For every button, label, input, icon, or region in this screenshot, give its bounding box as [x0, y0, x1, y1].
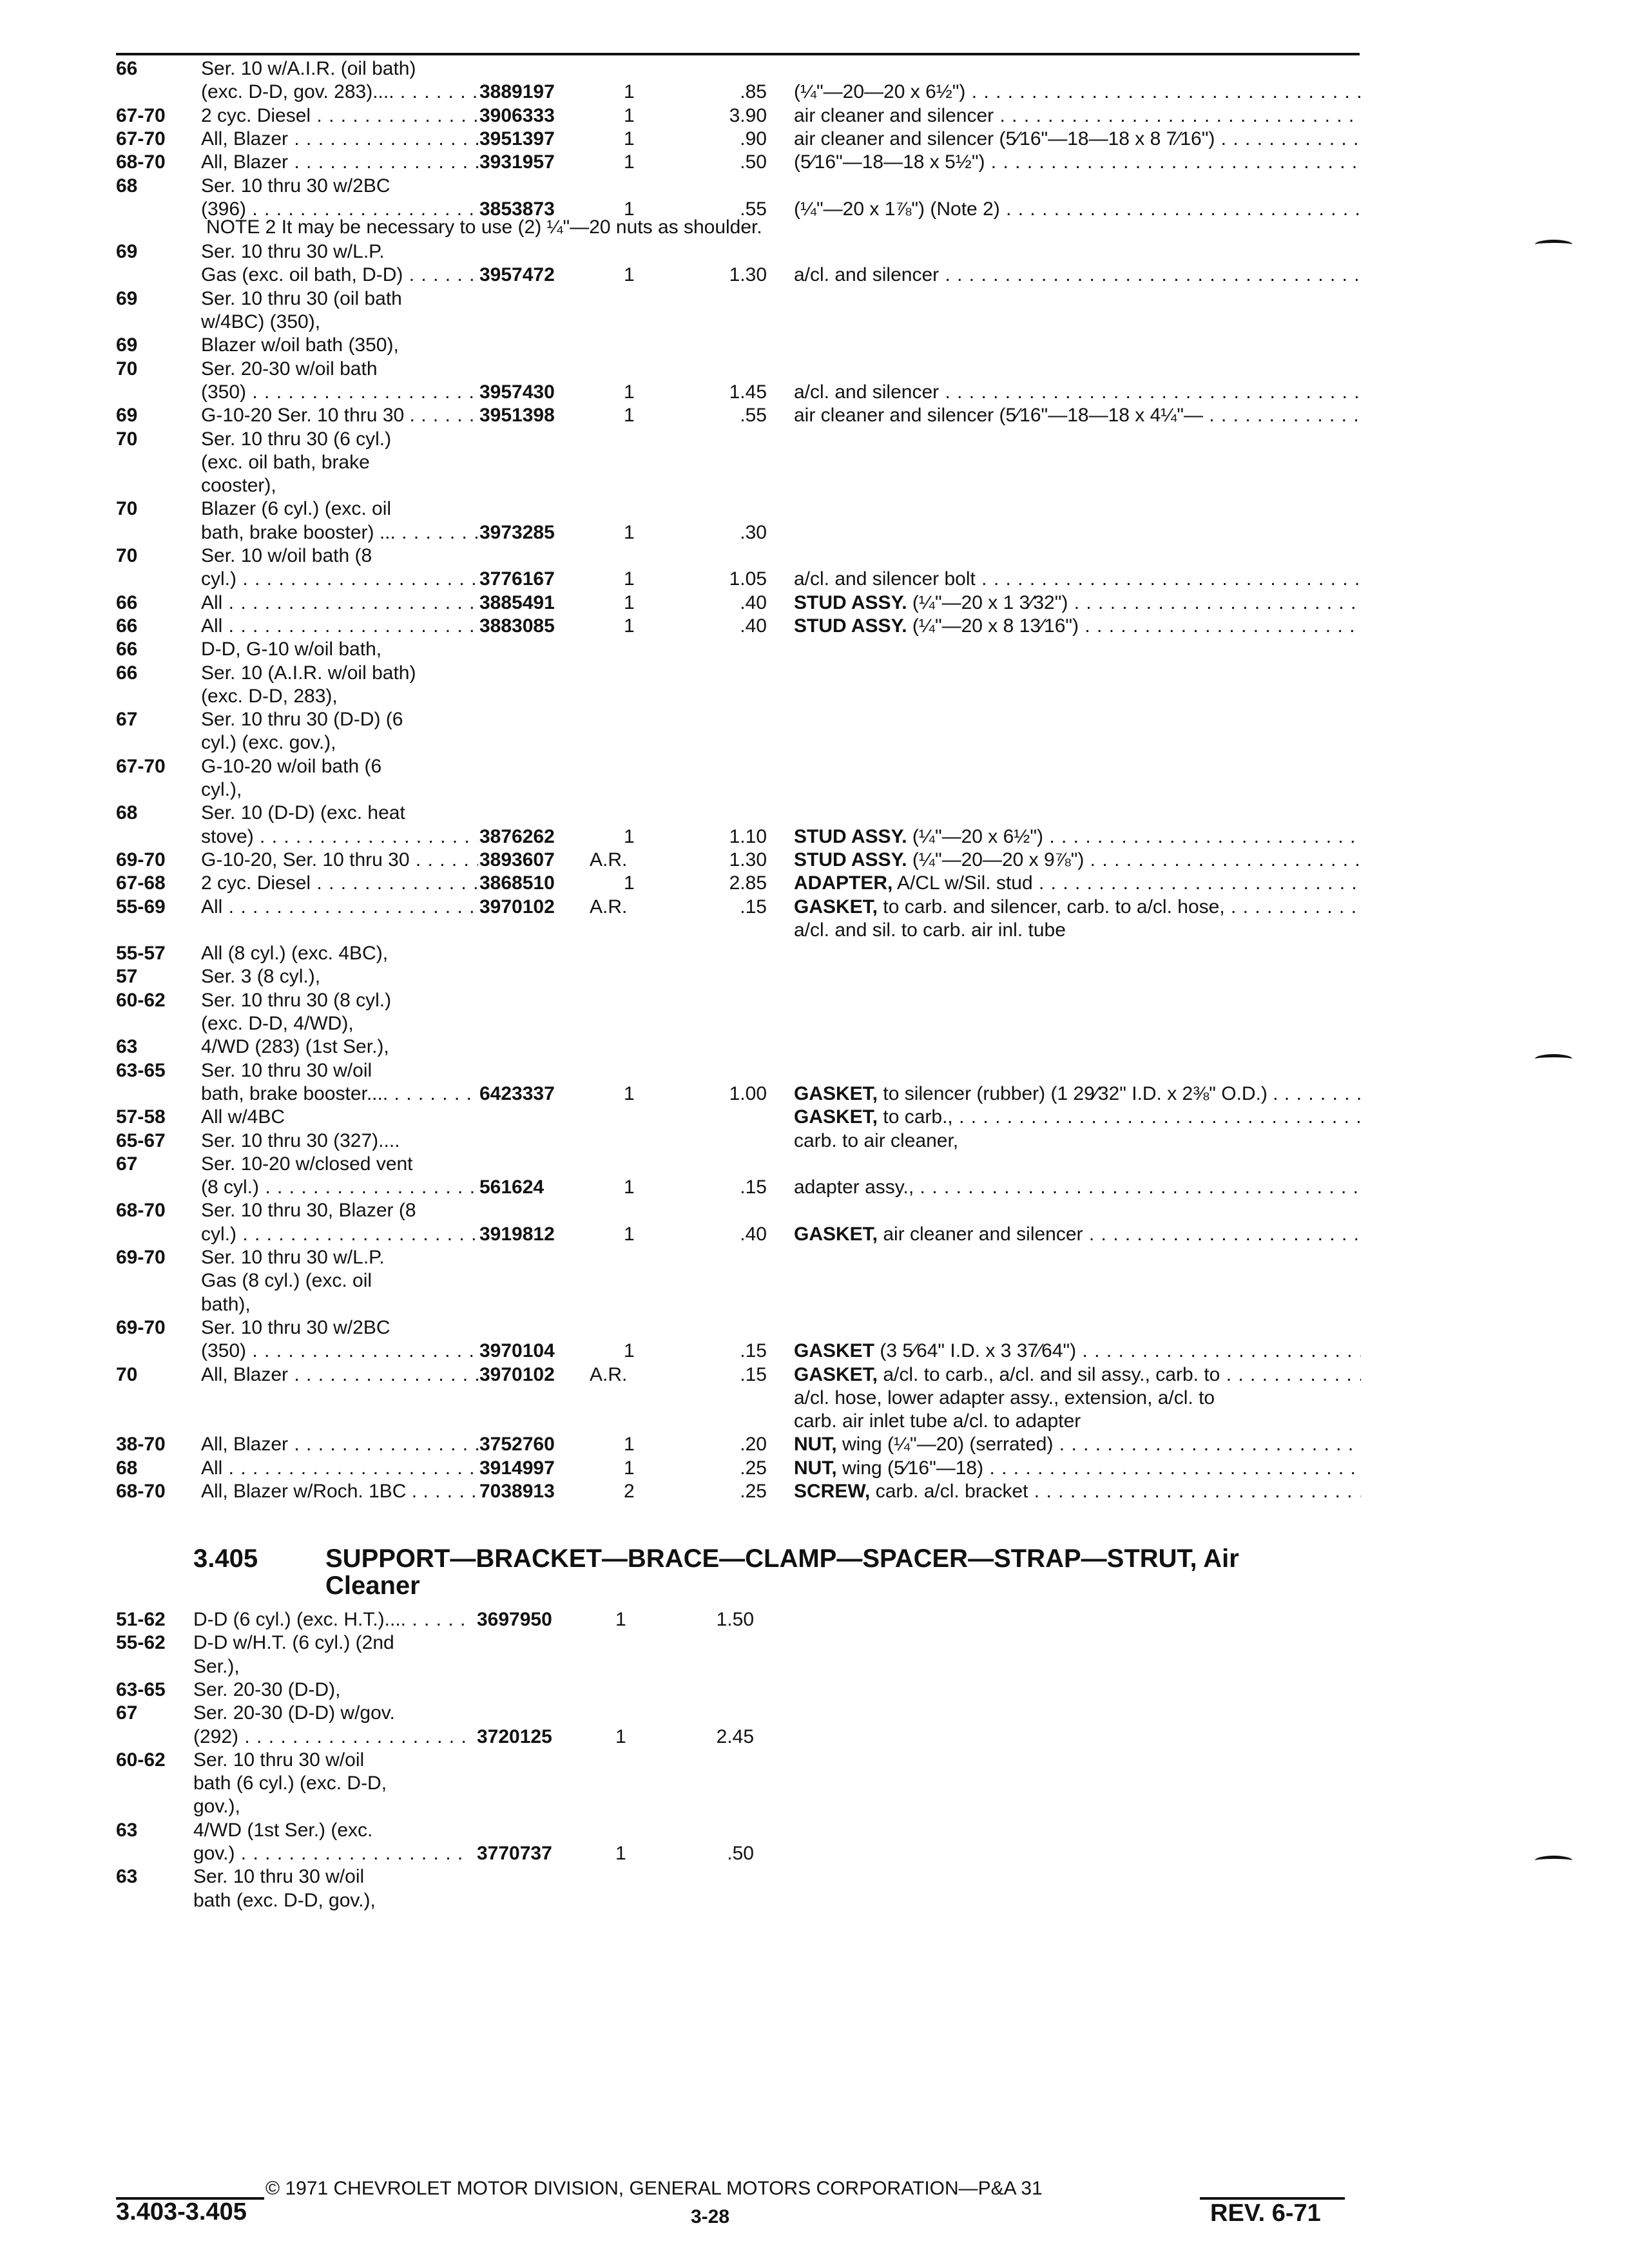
row-application: Ser. 10 thru 30 (327)....	[201, 1129, 400, 1151]
row-quantity: 1	[624, 568, 635, 590]
row-part-number: 3752760	[479, 1434, 555, 1456]
row-application: (exc. D-D, 283),	[201, 685, 338, 707]
row-years: 68-70	[116, 151, 166, 173]
row-price: 3.90	[729, 104, 767, 126]
row-years: 63	[116, 1036, 138, 1058]
row-years: 60-62	[116, 1749, 166, 1771]
row-description-label: NUT,	[794, 1457, 837, 1479]
row-application: All, Blazer . . .	[201, 127, 478, 151]
row-application: Ser. 10 (D-D) (exc. heat	[201, 802, 405, 824]
row-application: (350) . . .	[201, 1339, 478, 1363]
row-years: 69-70	[116, 849, 166, 870]
row-years: 70	[116, 428, 138, 450]
row-part-number: 3957430	[479, 381, 555, 403]
row-description: a/cl. and silencer bolt . . .	[794, 567, 1361, 591]
row-price: .40	[740, 591, 767, 613]
row-price: .15	[740, 896, 767, 918]
row-quantity: 1	[624, 264, 635, 286]
footer-section-range: 3.403-3.405	[116, 2198, 247, 2225]
row-description-label: NUT,	[794, 1434, 837, 1456]
row-quantity: 1	[624, 1340, 635, 1362]
row-application: Ser. 20-30 w/oil bath	[201, 358, 378, 380]
row-application: Ser. 10 thru 30 (6 cyl.)	[201, 428, 392, 450]
row-part-number: 3931957	[479, 151, 555, 173]
row-application: (350) . . .	[201, 380, 478, 405]
row-description: NUT, wing (¼"—20) (serrated) . . .	[794, 1432, 1361, 1457]
row-description: air cleaner and silencer (5⁄16"—18—18 x 8 7⁄16") . . .	[794, 127, 1361, 151]
row-description-label: GASKET,	[794, 1223, 878, 1245]
row-application: All . . .	[201, 614, 478, 639]
row-part-number: 3883085	[479, 615, 555, 637]
row-application: Ser. 10 thru 30 (8 cyl.)	[201, 989, 392, 1011]
row-part-number: 3853873	[479, 198, 555, 220]
row-quantity: 1	[624, 872, 635, 894]
row-quantity: 1	[624, 104, 635, 126]
row-description: (¼"—20 x 1⅞") (Note 2) . . .	[794, 197, 1361, 222]
row-application: D-D, G-10 w/oil bath,	[201, 639, 382, 660]
row-years: 57-58	[116, 1106, 166, 1128]
row-description-label: STUD ASSY.	[794, 825, 907, 847]
row-application: All . . .	[201, 1456, 478, 1481]
row-description: GASKET, to carb. and silencer, carb. to a/cl. hose, . . .	[794, 895, 1361, 919]
row-application: Ser. 10 thru 30 w/oil	[201, 1059, 372, 1081]
row-years: 70	[116, 1363, 138, 1385]
margin-mark	[1535, 1054, 1572, 1064]
row-quantity: 1	[615, 1725, 626, 1747]
row-quantity: 1	[624, 81, 635, 103]
row-price: 1.50	[716, 1609, 754, 1630]
row-application: All, Blazer . . .	[201, 1432, 478, 1457]
row-part-number: 3973285	[479, 521, 555, 543]
row-years: 63	[116, 1819, 138, 1841]
row-description: adapter assy., . . .	[794, 1175, 1361, 1200]
row-application: stove) . . .	[201, 825, 478, 849]
row-price: .90	[740, 128, 767, 149]
section-number: 3.405	[193, 1544, 258, 1573]
row-description-label: GASKET,	[794, 1106, 878, 1128]
row-years: 60-62	[116, 989, 166, 1011]
row-quantity: 1	[624, 405, 635, 427]
row-description-label: STUD ASSY.	[794, 591, 907, 613]
row-price: .15	[740, 1177, 767, 1198]
row-application: All, Blazer . . .	[201, 150, 478, 175]
row-quantity: 1	[615, 1843, 626, 1864]
row-application: cyl.) . . .	[201, 1222, 478, 1247]
row-application: Blazer w/oil bath (350),	[201, 334, 399, 356]
row-as-required: A.R.	[590, 1363, 628, 1385]
row-part-number: 3889197	[479, 81, 555, 103]
row-years: 67-70	[116, 104, 166, 126]
row-quantity: 1	[624, 1177, 635, 1198]
row-price: 1.30	[729, 849, 767, 870]
row-price: 1.00	[729, 1082, 767, 1104]
row-description: STUD ASSY. (¼"—20 x 1 3⁄32") . . .	[794, 591, 1361, 615]
row-quantity: 1	[624, 1457, 635, 1479]
row-description-label: STUD ASSY.	[794, 615, 907, 637]
row-years: 67-68	[116, 872, 166, 894]
row-description: STUD ASSY. (¼"—20—20 x 9⅞") . . .	[794, 848, 1361, 872]
row-application: cooster),	[201, 475, 276, 497]
row-part-number: 7038913	[479, 1481, 555, 1502]
row-years: 70	[116, 545, 138, 566]
row-description: air cleaner and silencer . . .	[794, 104, 1361, 128]
row-quantity: 1	[624, 128, 635, 149]
row-application: Ser. 20-30 (D-D) w/gov.	[193, 1702, 395, 1724]
row-application: (exc. oil bath, brake	[201, 451, 370, 473]
row-description: STUD ASSY. (¼"—20 x 8 13⁄16") . . .	[794, 614, 1361, 639]
margin-mark	[1535, 1856, 1572, 1865]
row-quantity: 1	[624, 615, 635, 637]
row-quantity: 1	[624, 1223, 635, 1245]
row-price: .15	[740, 1363, 767, 1385]
row-description-label: GASKET,	[794, 896, 878, 918]
row-years: 69	[116, 334, 138, 356]
row-application: Gas (8 cyl.) (exc. oil	[201, 1270, 372, 1292]
row-description: carb. to air cleaner,	[794, 1129, 959, 1151]
row-application: Ser. 20-30 (D-D),	[193, 1678, 341, 1700]
section-title: SUPPORT—BRACKET—BRACE—CLAMP—SPACER—STRAP—STRUT, Air	[325, 1544, 1239, 1573]
row-years: 68-70	[116, 1481, 166, 1502]
row-price: .40	[740, 1223, 767, 1245]
row-part-number: 3776167	[479, 568, 555, 590]
row-application: cyl.) (exc. gov.),	[201, 732, 336, 754]
row-description: STUD ASSY. (¼"—20 x 6½") . . .	[794, 825, 1361, 849]
row-part-number: 3868510	[479, 872, 555, 894]
row-price: 1.45	[729, 381, 767, 403]
row-quantity: 1	[624, 1434, 635, 1456]
row-description-label: SCREW,	[794, 1481, 871, 1502]
row-description: GASKET, air cleaner and silencer . . .	[794, 1222, 1361, 1247]
row-years: 66	[116, 662, 138, 684]
top-rule	[116, 53, 1360, 55]
row-years: 66	[116, 58, 138, 79]
row-years: 66	[116, 615, 138, 637]
section-heading	[193, 1545, 1353, 1599]
row-description: carb. air inlet tube a/cl. to adapter	[794, 1410, 1081, 1432]
row-price: .55	[740, 405, 767, 427]
row-price: .25	[740, 1457, 767, 1479]
row-years: 67	[116, 1153, 138, 1175]
section-title-cont: Cleaner	[325, 1571, 420, 1600]
row-years: 67	[116, 1702, 138, 1724]
row-application: cyl.) . . .	[201, 567, 478, 591]
row-years: 55-62	[116, 1632, 166, 1654]
row-part-number: 3893607	[479, 849, 555, 870]
row-application: Ser. 10 w/oil bath (8	[201, 545, 372, 566]
row-part-number: 3885491	[479, 591, 555, 613]
row-quantity: 1	[624, 825, 635, 847]
row-years: 67-70	[116, 128, 166, 149]
row-application: Ser. 10 thru 30 w/oil	[193, 1866, 365, 1888]
row-years: 57	[116, 966, 138, 988]
row-application: Ser. 10 thru 30 w/2BC	[201, 175, 390, 197]
row-part-number: 561624	[479, 1177, 545, 1198]
row-application: (exc. D-D, 4/WD),	[201, 1013, 354, 1034]
row-part-number: 3957472	[479, 264, 555, 286]
row-application: cyl.),	[201, 779, 242, 800]
row-application: All . . .	[201, 895, 478, 919]
row-quantity: 1	[624, 591, 635, 613]
row-description: a/cl. and sil. to carb. air inl. tube	[794, 919, 1066, 941]
row-application: (8 cyl.) . . .	[201, 1175, 478, 1200]
row-price: .50	[727, 1843, 754, 1864]
row-part-number: 3951398	[479, 405, 555, 427]
row-application: 4/WD (1st Ser.) (exc.	[193, 1819, 373, 1841]
row-application: Ser. 10 thru 30 (D-D) (6	[201, 709, 403, 731]
row-quantity: 1	[624, 1082, 635, 1104]
row-part-number: 3970102	[479, 896, 555, 918]
row-description: NUT, wing (5⁄16"—18) . . .	[794, 1456, 1361, 1481]
row-part-number: 3914997	[479, 1457, 555, 1479]
row-price: 2.85	[729, 872, 767, 894]
row-years: 69	[116, 241, 138, 263]
row-description: GASKET (3 5⁄64" I.D. x 3 37⁄64") . . .	[794, 1339, 1361, 1363]
row-application: Ser. 10-20 w/closed vent	[201, 1153, 413, 1175]
row-years: 70	[116, 358, 138, 380]
row-years: 51-62	[116, 1609, 166, 1630]
row-price: .20	[740, 1434, 767, 1456]
row-price: .85	[740, 81, 767, 103]
row-price: 2.45	[716, 1725, 754, 1747]
row-price: 1.30	[729, 264, 767, 286]
row-application: Ser. 10 thru 30 (oil bath	[201, 287, 402, 309]
row-application: bath),	[201, 1293, 251, 1315]
row-part-number: 3720125	[477, 1725, 552, 1747]
row-as-required: A.R.	[590, 896, 628, 918]
note-2: NOTE 2 It may be necessary to use (2) ¼"—20 nuts as shoulder.	[206, 216, 762, 238]
row-years: 69	[116, 405, 138, 427]
row-years: 55-57	[116, 943, 166, 965]
row-years: 55-69	[116, 896, 166, 918]
row-application: All, Blazer . . .	[201, 1363, 478, 1387]
row-part-number: 3697950	[477, 1609, 552, 1630]
row-application: bath, brake booster.... . . .	[201, 1082, 478, 1106]
footer-page-number: 3-28	[691, 2206, 730, 2227]
row-application: Ser. 10 thru 30, Blazer (8	[201, 1200, 416, 1222]
row-part-number: 3876262	[479, 825, 555, 847]
row-description: GASKET, to carb., . . .	[794, 1105, 1361, 1129]
row-years: 63-65	[116, 1678, 166, 1700]
row-application: 4/WD (283) (1st Ser.),	[201, 1036, 389, 1058]
row-application: G-10-20 Ser. 10 thru 30 . . . .	[201, 403, 478, 428]
row-description: SCREW, carb. a/cl. bracket . . .	[794, 1479, 1361, 1504]
row-description: (5⁄16"—18—18 x 5½") . . .	[794, 150, 1361, 175]
row-application: D-D (6 cyl.) (exc. H.T.).... . . .	[193, 1608, 470, 1632]
row-price: .25	[740, 1481, 767, 1502]
row-years: 63	[116, 1866, 138, 1888]
row-description-label: STUD ASSY.	[794, 849, 907, 870]
row-years: 69-70	[116, 1247, 166, 1268]
footer-copyright: © 1971 CHEVROLET MOTOR DIVISION, GENERAL MOTORS CORPORATION—P&A 31	[265, 2178, 1043, 2199]
row-years: 69-70	[116, 1316, 166, 1338]
row-part-number: 3919812	[479, 1223, 555, 1245]
row-application: Blazer (6 cyl.) (exc. oil	[201, 498, 392, 520]
row-part-number: 6423337	[479, 1082, 555, 1104]
row-application: w/4BC) (350),	[201, 311, 321, 332]
row-application: Ser. 10 thru 30 w/2BC	[201, 1316, 390, 1338]
row-years: 67-70	[116, 755, 166, 777]
row-years: 67	[116, 709, 138, 731]
row-years: 63-65	[116, 1059, 166, 1081]
row-years: 68	[116, 802, 138, 824]
row-description-label: ADAPTER,	[794, 872, 893, 894]
row-application: Ser.),	[193, 1655, 240, 1677]
row-price: .30	[740, 521, 767, 543]
row-quantity: 1	[624, 521, 635, 543]
row-years: 68	[116, 1457, 138, 1479]
row-years: 69	[116, 287, 138, 309]
row-description: air cleaner and silencer (5⁄16"—18—18 x 4¼"— . . .	[794, 403, 1361, 428]
row-application: gov.),	[193, 1796, 240, 1818]
row-part-number: 3906333	[479, 104, 555, 126]
row-description-label: GASKET	[794, 1340, 875, 1362]
row-price: .50	[740, 151, 767, 173]
row-years: 66	[116, 591, 138, 613]
row-application: bath, brake booster) ... . . .	[201, 521, 478, 545]
row-price: 1.05	[729, 568, 767, 590]
row-description: a/cl. and silencer . . .	[794, 263, 1361, 287]
row-as-required: A.R.	[590, 849, 628, 870]
row-description: ADAPTER, A/CL w/Sil. stud . . .	[794, 871, 1361, 896]
row-description: a/cl. and silencer . . .	[794, 380, 1361, 405]
row-application: (exc. D-D, gov. 283).... . . .	[201, 80, 478, 104]
row-description-label: GASKET,	[794, 1082, 878, 1104]
row-description: a/cl. hose, lower adapter assy., extension, a/cl. to	[794, 1387, 1215, 1408]
row-application: gov.) . . .	[193, 1841, 470, 1866]
row-application: All, Blazer w/Roch. 1BC . . . .	[201, 1479, 478, 1504]
row-price: .55	[740, 198, 767, 220]
row-years: 70	[116, 498, 138, 520]
row-application: 2 cyc. Diesel . . .	[201, 104, 478, 128]
row-price: 1.10	[729, 825, 767, 847]
row-years: 68	[116, 175, 138, 197]
row-years: 66	[116, 639, 138, 660]
row-application: G-10-20 w/oil bath (6	[201, 755, 382, 777]
row-application: (396) . . .	[201, 197, 478, 222]
row-part-number: 3951397	[479, 128, 555, 149]
row-application: Ser. 10 thru 30 w/L.P.	[201, 241, 385, 263]
row-years: 68-70	[116, 1200, 166, 1222]
row-application: D-D w/H.T. (6 cyl.) (2nd	[193, 1632, 394, 1654]
row-application: All (8 cyl.) (exc. 4BC),	[201, 943, 389, 965]
row-quantity: 1	[615, 1609, 626, 1630]
row-application: Gas (exc. oil bath, D-D) . . .	[201, 263, 478, 287]
row-quantity: 1	[624, 198, 635, 220]
row-application: Ser. 10 thru 30 w/oil	[193, 1749, 365, 1771]
row-application: bath (exc. D-D, gov.),	[193, 1889, 376, 1911]
row-part-number: 3970102	[479, 1363, 555, 1385]
margin-mark	[1535, 240, 1572, 249]
footer-revision: REV. 6-71	[1210, 2200, 1321, 2227]
row-application: All . . .	[201, 591, 478, 615]
row-description: (¼"—20—20 x 6½") . . .	[794, 80, 1361, 104]
row-application: Ser. 10 (A.I.R. w/oil bath)	[201, 662, 416, 684]
row-price: .15	[740, 1340, 767, 1362]
row-years: 65-67	[116, 1129, 166, 1151]
row-description-label: GASKET,	[794, 1363, 878, 1385]
row-application: bath (6 cyl.) (exc. D-D,	[193, 1773, 387, 1794]
row-years: 38-70	[116, 1434, 166, 1456]
row-quantity: 1	[624, 381, 635, 403]
row-description: GASKET, to silencer (rubber) (1 29⁄32" I.D. x 2⅜" O.D.) . . . .	[794, 1082, 1361, 1106]
row-part-number: 3770737	[477, 1843, 552, 1864]
row-quantity: 2	[624, 1481, 635, 1502]
row-quantity: 1	[624, 151, 635, 173]
row-application: G-10-20, Ser. 10 thru 30 . . .	[201, 848, 478, 872]
row-application: All w/4BC	[201, 1106, 285, 1128]
row-application: Ser. 10 w/A.I.R. (oil bath)	[201, 58, 416, 79]
row-application: 2 cyc. Diesel . . .	[201, 871, 478, 896]
row-price: .40	[740, 615, 767, 637]
row-application: Ser. 10 thru 30 w/L.P.	[201, 1247, 385, 1268]
row-part-number: 3970104	[479, 1340, 555, 1362]
row-application: (292) . . .	[193, 1725, 470, 1749]
row-application: Ser. 3 (8 cyl.),	[201, 966, 321, 988]
row-description: GASKET, a/cl. to carb., a/cl. and sil assy., carb. to . . .	[794, 1363, 1361, 1387]
